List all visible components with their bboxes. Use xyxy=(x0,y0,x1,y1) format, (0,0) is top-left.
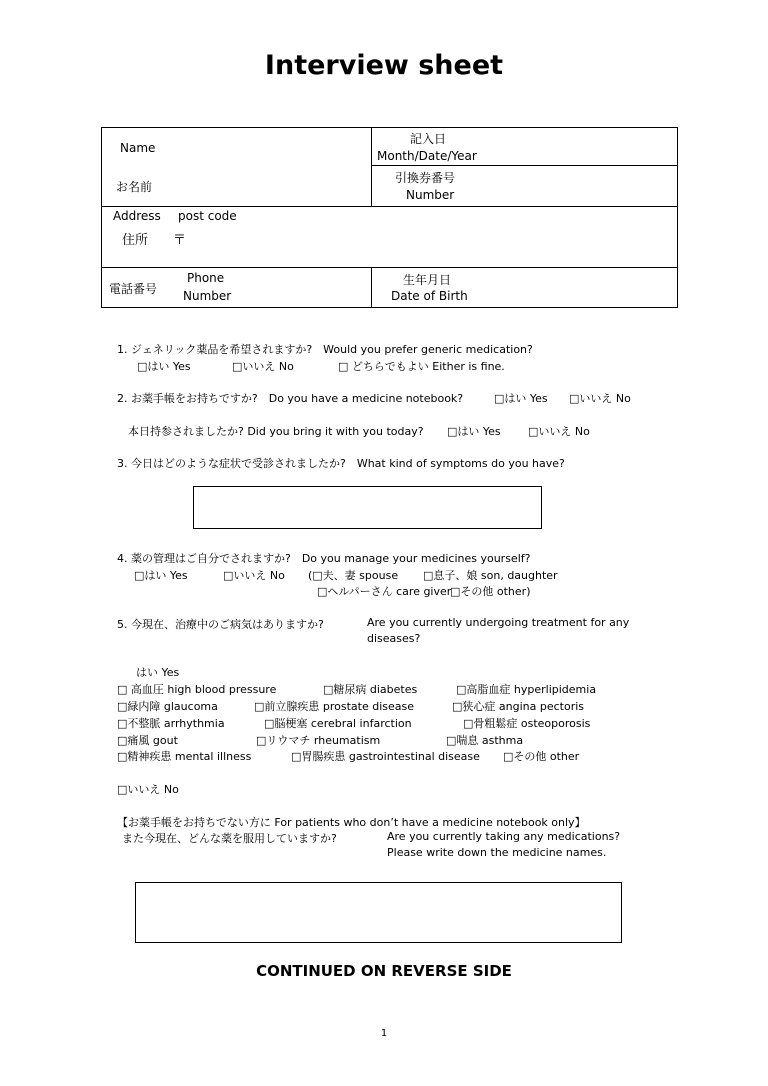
question-2: 2. お薬手帳をお持ちですか? Do you have a medicine notebook? xyxy=(117,392,464,405)
condition-cerebral-infarction-checkbox[interactable]: □脳梗塞 cerebral infarction xyxy=(264,717,412,730)
condition-rheumatism-checkbox[interactable]: □リウマチ rheumatism xyxy=(256,734,381,747)
question-5: 5. 今現在、治療中のご病気はありますか? xyxy=(117,618,324,631)
condition-mental-illness-checkbox[interactable]: □精神疾患 mental illness xyxy=(117,750,252,763)
question-2-sub: 本日持参されましたか? Did you bring it with you today? xyxy=(128,425,424,438)
q4-other-checkbox[interactable]: □その他 other) xyxy=(450,585,531,598)
postal-mark: 〒 xyxy=(173,233,187,248)
table-divider xyxy=(371,165,678,166)
name-label: Name xyxy=(120,141,156,155)
question-1: 1. ジェネリック薬品を希望されますか? Would you prefer generic medication? xyxy=(117,343,533,356)
address-label-ja: 住所 xyxy=(122,233,149,248)
table-divider xyxy=(371,127,372,206)
question-4: 4. 薬の管理はご自分でされますか? Do you manage your medicines yourself? xyxy=(117,552,531,565)
notebook-section-heading: 【お薬手帳をお持ちでない方に For patients who don’t have a medicine notebook only】 xyxy=(117,816,586,829)
condition-diabetes-checkbox[interactable]: □糖尿病 diabetes xyxy=(323,683,418,696)
date-field[interactable] xyxy=(490,130,674,162)
page-title: Interview sheet xyxy=(264,50,504,81)
condition-other-checkbox[interactable]: □その他 other xyxy=(503,750,580,763)
ticket-number-label-ja: 引換券番号 xyxy=(395,171,456,185)
medications-question: Are you currently taking any medications? xyxy=(387,830,621,843)
q4-child-checkbox[interactable]: □息子、娘 son, daughter xyxy=(423,569,558,582)
q5-no-checkbox[interactable]: □いいえ No xyxy=(117,783,179,796)
table-divider xyxy=(101,267,678,268)
page-number: 1 xyxy=(380,1028,388,1039)
phone-field[interactable] xyxy=(240,270,368,305)
postcode-label: post code xyxy=(178,209,237,223)
dob-label-ja: 生年月日 xyxy=(403,273,452,287)
phone-label: Phone xyxy=(187,271,225,285)
table-divider xyxy=(371,267,372,308)
address-label: Address xyxy=(113,209,161,223)
q4-spouse-checkbox[interactable]: (□夫、妻 spouse xyxy=(308,569,399,582)
ticket-number-label: Number xyxy=(406,188,455,202)
table-divider xyxy=(101,206,678,207)
q1-either-checkbox[interactable]: □ どちらでもよい Either is fine. xyxy=(338,360,505,373)
question-5-en-cont: diseases? xyxy=(367,632,421,645)
condition-high-blood-pressure-checkbox[interactable]: □ 高血圧 high blood pressure xyxy=(117,683,277,696)
question-3: 3. 今日はどのような症状で受診されましたか? What kind of symptoms do you have? xyxy=(117,457,565,470)
medications-question-ja: また今現在、どんな薬を服用していますか? xyxy=(122,832,337,845)
name-field[interactable] xyxy=(160,136,365,202)
address-field[interactable] xyxy=(195,226,673,264)
question-5-en: Are you currently undergoing treatment for any xyxy=(367,616,630,629)
name-label-ja: お名前 xyxy=(116,180,153,194)
medications-textarea[interactable] xyxy=(135,882,622,943)
phone-label-number: Number xyxy=(183,289,232,303)
condition-hyperlipidemia-checkbox[interactable]: □高脂血症 hyperlipidemia xyxy=(456,683,597,696)
condition-prostate-disease-checkbox[interactable]: □前立腺疾患 prostate disease xyxy=(254,700,415,713)
q4-no-checkbox[interactable]: □いいえ No xyxy=(223,569,285,582)
condition-glaucoma-checkbox[interactable]: □緑内障 glaucoma xyxy=(117,700,218,713)
q2-sub-no-checkbox[interactable]: □いいえ No xyxy=(528,425,590,438)
q2-sub-yes-checkbox[interactable]: □はい Yes xyxy=(447,425,501,438)
symptoms-textarea[interactable] xyxy=(193,486,542,529)
condition-angina-pectoris-checkbox[interactable]: □狭心症 angina pectoris xyxy=(452,700,584,713)
continued-notice: CONTINUED ON REVERSE SIDE xyxy=(256,962,512,980)
condition-gastrointestinal-checkbox[interactable]: □胃腸疾患 gastrointestinal disease xyxy=(291,750,480,763)
dob-field[interactable] xyxy=(480,270,674,305)
date-label-ja: 記入日 xyxy=(410,132,447,146)
condition-arrhythmia-checkbox[interactable]: □不整脈 arrhythmia xyxy=(117,717,225,730)
dob-label: Date of Birth xyxy=(391,289,468,303)
q2-yes-checkbox[interactable]: □はい Yes xyxy=(494,392,548,405)
ticket-number-field[interactable] xyxy=(480,168,674,203)
q1-yes-checkbox[interactable]: □はい Yes xyxy=(137,360,191,373)
date-label: Month/Date/Year xyxy=(377,149,477,163)
condition-gout-checkbox[interactable]: □痛風 gout xyxy=(117,734,178,747)
q5-yes-label: はい Yes xyxy=(136,666,180,679)
medications-instruction: Please write down the medicine names. xyxy=(387,846,607,859)
phone-label-ja: 電話番号 xyxy=(109,282,158,296)
q1-no-checkbox[interactable]: □いいえ No xyxy=(232,360,294,373)
condition-asthma-checkbox[interactable]: □喘息 asthma xyxy=(446,734,524,747)
condition-osteoporosis-checkbox[interactable]: □骨粗鬆症 osteoporosis xyxy=(463,717,591,730)
q2-no-checkbox[interactable]: □いいえ No xyxy=(569,392,631,405)
q4-helper-checkbox[interactable]: □ヘルパーさん care giver xyxy=(317,585,452,598)
q4-yes-checkbox[interactable]: □はい Yes xyxy=(134,569,188,582)
